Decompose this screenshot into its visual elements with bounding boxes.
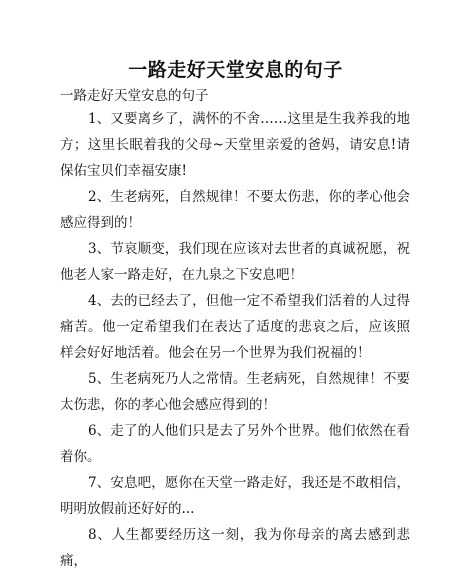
paragraph-2: 2、生老病死，自然规律！不要太伤悲，你的孝心他会感应得到的！	[60, 189, 410, 231]
paragraph-7: 7、安息吧，愿你在天堂一路走好，我还是不敢相信，明明放假前还好好的...	[60, 475, 410, 517]
paragraph-4: 4、去的已经去了，但他一定不希望我们活着的人过得痛苦。他一定希望我们在表达了适度的悲哀之后，应该照样会好好地活着。他会在另一个世界为我们祝福的！	[60, 293, 410, 361]
paragraph-8: 8、人生都要经历这一刻，我为你母亲的离去感到悲痛，	[60, 527, 410, 569]
document-body	[60, 106, 410, 574]
paragraph-3: 3、节哀顺变，我们现在应该对去世者的真诚祝愿，祝他老人家一路走好，在九泉之下安息吧！	[60, 241, 410, 283]
document-title: 一路走好天堂安息的句子	[128, 59, 343, 81]
paragraph-5: 5、生老病死乃人之常情。生老病死，自然规律！不要太伤悲，你的孝心他会感应得到的！	[60, 371, 410, 413]
paragraph-6: 6、走了的人他们只是去了另外个世界。他们依然在看着你。	[60, 423, 410, 465]
document-subtitle: 一路走好天堂安息的句子	[60, 88, 209, 104]
paragraph-1: 1、又要离乡了，满怀的不舍……这里是生我养我的地方；这里长眠着我的父母~天堂里亲爱的爸妈，请安息!请保佑宝贝们幸福安康!	[60, 111, 410, 179]
